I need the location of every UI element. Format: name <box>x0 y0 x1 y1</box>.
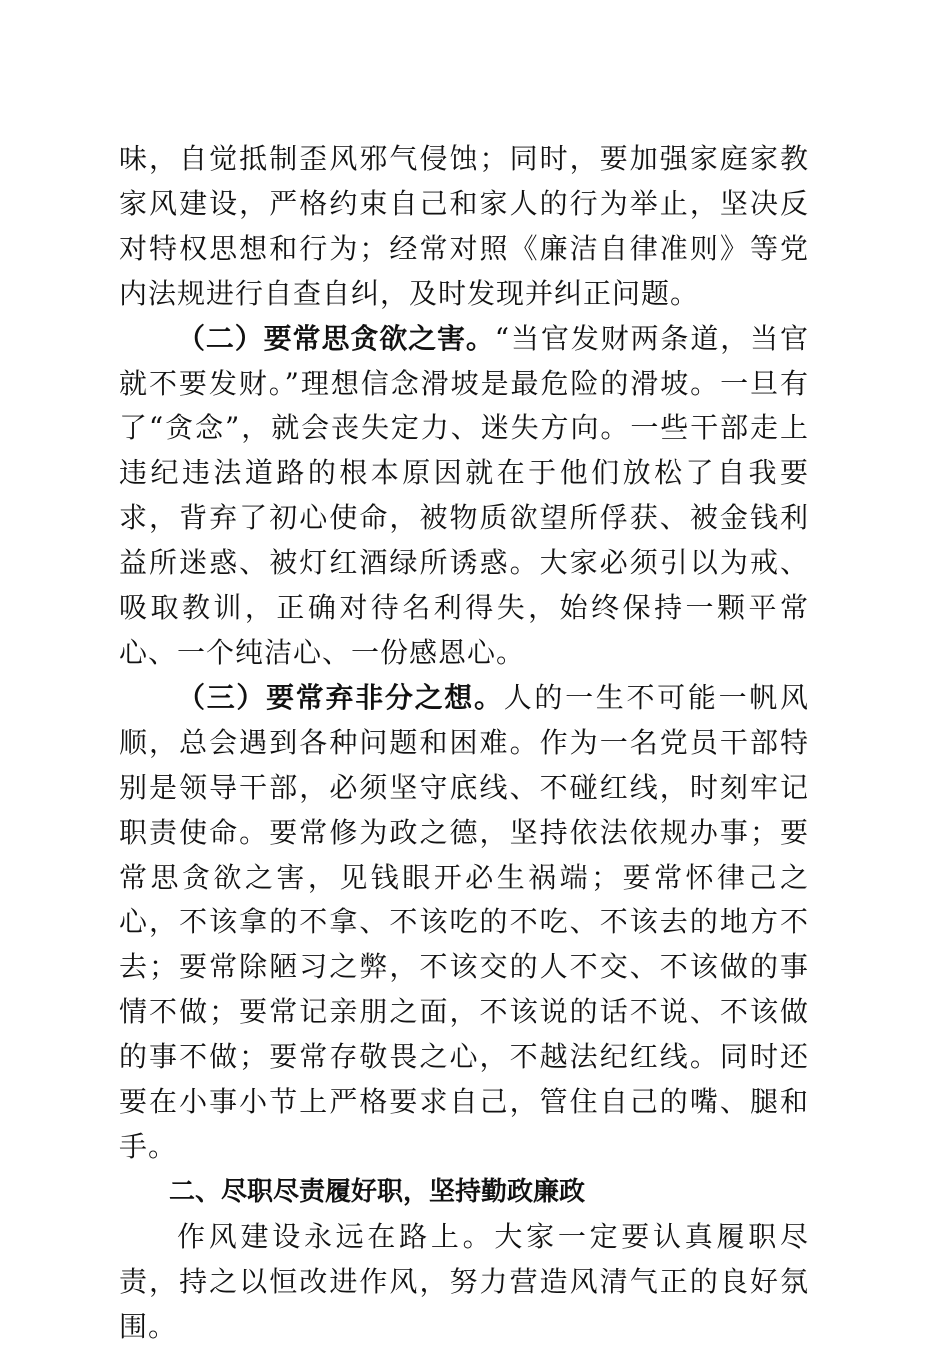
paragraph-improper-thoughts <box>119 676 809 1170</box>
document-body <box>119 137 809 1349</box>
paragraph-text: 味，自觉抵制歪风邪气侵蚀；同时，要加强家庭家教家风建设，严格约束自己和家人的行为举止，坚决反对特权思想和行为；经常对照《廉洁自律准则》等党内法规进行自查自纠，及时发现并纠正问题。 <box>119 142 809 310</box>
sub-heading-improper-thoughts: （三）要常弃非分之想。 <box>177 680 504 714</box>
paragraph-greed <box>119 317 809 676</box>
paragraph-closing <box>119 1215 809 1349</box>
sub-heading-greed: （二）要常思贪欲之害。 <box>177 321 495 355</box>
paragraph-continued <box>119 137 809 317</box>
paragraph-text: 人的一生不可能一帆风顺，总会遇到各种问题和困难。作为一名党员干部特别是领导干部，必须坚守底线、不碰红线，时刻牢记职责使命。要常修为政之德，坚持依法依规办事；要常思贪欲之害，见钱眼开必生祸端；要常怀律己之心，不该拿的不拿、不该吃的不吃、不该去的地方不去；要常除陋习之弊，不该交的人不交、不该做的事情不做；要常记亲朋之面，不该说的话不说、不该做的事不做；要常存敬畏之心，不越法纪红线。同时还要在小事小节上严格要求自己，管住自己的嘴、腿和手。 <box>119 680 809 1163</box>
paragraph-text: “当官发财两条道，当官就不要发财。”理想信念滑坡是最危险的滑坡。一旦有了“贪念”，就会丧失定力、迷失方向。一些干部走上违纪违法道路的根本原因就在于他们放松了自我要求，背弃了初心使命，被物质欲望所俘获、被金钱利益所迷惑、被灯红酒绿所诱惑。大家必须引以为戒、吸取教训，正确对待名利得失，始终保持一颗平常心、一个纯洁心、一份感恩心。 <box>119 321 809 669</box>
section-heading: 二、尽职尽责履好职，坚持勤政廉政 <box>169 1176 586 1207</box>
paragraph-text: 作风建设永远在路上。大家一定要认真履职尽责，持之以恒改进作风，努力营造风清气正的良好氛围。 <box>119 1219 809 1343</box>
